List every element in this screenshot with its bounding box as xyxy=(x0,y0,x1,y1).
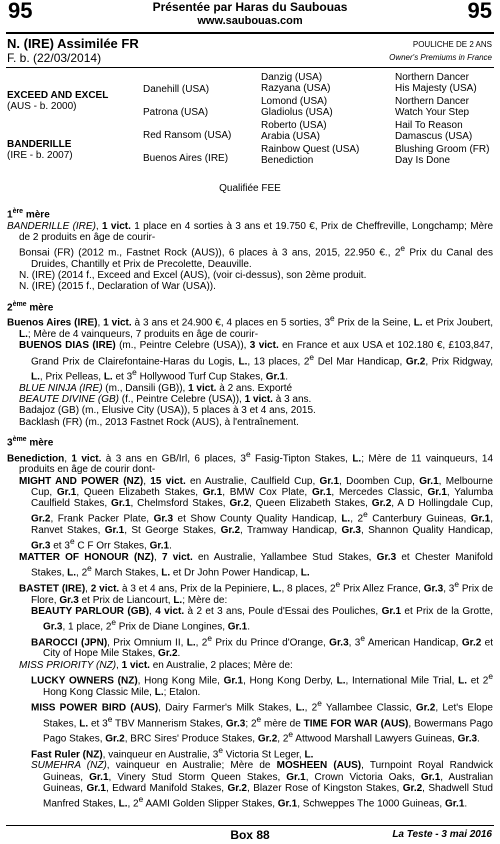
consignor-title: Présentée par Haras du Saubouas xyxy=(152,0,348,14)
consignor-website[interactable]: www.saubouas.com xyxy=(197,15,303,27)
owner-premiums: Owner's Premiums in France xyxy=(389,53,492,62)
ped-g3-4: Gladiolus (USA) xyxy=(261,107,333,118)
ped-g4-6: Damascus (USA) xyxy=(395,131,473,142)
second-dam-text: Buenos Aires (IRE), 1 vict. à 3 ans et 24.900 €, 4 places en 5 sorties, 3e Prix de la Seine, L. et Prix Joubert, L.; Mère de 4 vainqueurs, 7 produits en âge de courir- xyxy=(7,313,493,340)
first-dam-text: BANDERILLE (IRE), 1 vict. 1 place en 4 sorties à 3 ans et 19.750 €, Prix de Cheffreville, Longchamp; Mère de 2 produits en âge de courir- xyxy=(7,220,494,243)
ped-g4-8: Day Is Done xyxy=(395,155,451,166)
ped-g3-1: Danzig (USA) xyxy=(261,72,323,83)
section-first-dam: 1ère mère xyxy=(7,208,50,221)
sale-date: La Teste - 3 mai 2016 xyxy=(392,829,492,840)
footer-rule xyxy=(6,825,494,826)
ped-g4-4: Watch Your Step xyxy=(395,107,470,118)
family-notes: 1ère mère BANDERILLE (IRE), 1 vict. 1 place en 4 sorties à 3 ans et 19.750 €, Prix de Cheffreville, Longchamp; Mère de 2 produits en âge de courir- Bonsai (FR) (2012 m., Fastnet Rock (AUS)), 6 places à 3 ans, 2015, 22.950 €., 2e Prix du Canal des Druides, Chantilly et Prix de Precolette, Deauville. N. (IRE) (2014 f., Exceed and Excel (AUS), (voir ci-dessus), son 2ème produit. N. (IRE) (2015 f., Declaration of War (USA)). 2ème mère Buenos Aires (IRE), 1 vict. à 3 ans et 24.900 €, 4 places en 5 sorties, 3e Prix de la Seine, L. et Prix Joubert, L.; Mère de 4 vainqueurs, 7 produits en âge de courir- BUENOS DIAS (IRE) (m., Peintre Celebre (USA)), 3 vict. en France et aux USA et 102.180 €, £103,847, Grand Prix de Clairefontaine-Haras du Logis, L., 13 places, 2e Del Mar Handicap, Gr.2, Prix Ridgway, L., Prix Pelleas, L. et 3e Hollywood Turf Cup Stakes, Gr.1. BLUE NINJA (IRE) (m., Dansili (GB)), 1 vict. à 2 ans. Exporté BEAUTE DIVINE (GB) (f., Peintre Celebre (USA)), 1 vict. à 3 ans. Badajoz (GB) (m., Elusive City (USA)), 5 places à 3 et 4 ans, 2015. Backlash (FR) (m., 2013 Fastnet Rock (AUS), à l'entraînement. 3ème mère Benediction, 1 vict. à 3 ans en GB/Irl, 6 places, 3e Fasig-Tipton Stakes, L.; Mère de 11 vainqueurs, 14 produits en âge de courir dont- MIGHT AND POWER (NZ), 15 vict. en Australie, Caulfield Cup, Gr.1, Doomben Cup, Gr.1, Melbourne Cup, Gr.1, Queen Elizabeth Stakes, Gr.1, BMW Cox Plate, Gr.1, Mercedes Classic, Gr.1, Yalumba Caulfield Stakes, Gr.1, Chelmsford Stakes, Gr.2, Queen Elizabeth Stakes, Gr.2, A D Hollingdale Cup, Gr.2, Frank Packer Plate, Gr.3 et Show County Quality Handicap, L., 2e Canterbury Guineas, Gr.1, Ranvet Stakes, Gr.1, St George Stakes, Gr.2, Tramway Handicap, Gr.3, Shannon Quality Handicap, Gr.3 et 3e C F Orr Stakes, Gr.1. MATTER OF HONOUR (NZ), 7 vict. en Australie, Yallambee Stud Stakes, Gr.3 et Chester Manifold Stakes, L., 2e March Stakes, L. et Dr John Power Handicap, L. BASTET (IRE), 2 vict. à 3 et 4 ans, Prix de la Pepiniere, L., 8 places, 2e Prix Allez France, Gr.3, 3e Prix de Flore, Gr.3 et Prix de Liancourt, L.; Mère de: BEAUTY PARLOUR (GB), 4 vict. à 2 et 3 ans, Poule d'Essai des Pouliches, Gr.1 et Prix de la Grotte, Gr.3, 1 place, 2e Prix de Diane Longines, Gr.1. BAROCCI (JPN), Prix Omnium II, L., 2e Prix du Prince d'Orange, Gr.3, 3e American Handicap, Gr.2 et City of Hope Mile Stakes, Gr.2. MISS PRIORITY (NZ), 1 vict. en Australie, 2 places; Mère de: LUCKY OWNERS (NZ), Hong Kong Mile, Gr.1, Hong Kong Derby, L., International Mile Trial, L. et 2e Hong Kong Classic Mile, L.; Etalon. MISS POWER BIRD (AUS), Dairy Farmer's Milk Stakes, L., 2e Yallambee Classic, Gr.2, Let's Elope Stakes, L. et 3e TBV Mannerism Stakes, Gr.3; 2e mère de TIME FOR WAR (AUS), Bowermans Pago Pago Stakes, Gr.2, BRC Sires' Produce Stakes, Gr.2, 2e Attwood Marshall Lawyers Guineas, Gr.3. Fast Ruler (NZ), vainqueur en Australie, 3e Victoria St Leger, L. SUMEHRA (NZ), vainqueur en Australie; Mère de MOSHEEN (AUS), Turnpoint Royal Randwick Guineas, Gr.1, Vinery Stud Storm Queen Stakes, Gr.1, Crown Victoria Oaks, Gr.1, Australian Guineas, Gr.1, Edward Manifold Stakes, Gr.2, Blazer Rose of Kingston Stakes, Gr.2, Shadwell Stud Manfred Stakes, L., 2e AAMI Golden Slipper Stakes, Gr.1, Schweppes The 1000 Guineas, Gr.1. xyxy=(7,208,494,810)
dam-info: (IRE - b. 2007) xyxy=(7,150,73,161)
box-number: Box 88 xyxy=(230,828,270,842)
ped-g4-2: His Majesty (USA) xyxy=(395,83,477,94)
ped-g3-2: Razyana (USA) xyxy=(261,83,331,94)
ped-g4-5: Hail To Reason xyxy=(395,120,463,131)
lot-number-left: 95 xyxy=(8,0,33,23)
lot-number-right: 95 xyxy=(467,0,492,23)
ped-g4-1: Northern Dancer xyxy=(395,72,469,83)
ped-g2-3: Red Ransom (USA) xyxy=(143,130,232,141)
ped-g3-3: Lomond (USA) xyxy=(261,96,328,107)
pedigree-table xyxy=(7,72,497,176)
ped-g4-3: Northern Dancer xyxy=(395,96,469,107)
ped-g3-5: Roberto (USA) xyxy=(261,120,327,131)
header-rule xyxy=(6,32,494,34)
ped-g4-7: Blushing Groom (FR) xyxy=(395,144,490,155)
pedigree-rule xyxy=(6,67,494,68)
section-second-dam: 2ème mère xyxy=(7,300,54,314)
sire-name: EXCEED AND EXCEL xyxy=(7,90,109,101)
ped-g2-4: Buenos Aires (IRE) xyxy=(143,153,229,164)
ped-g2-1: Danehill (USA) xyxy=(143,84,210,95)
qualification: Qualifiée FEE xyxy=(219,183,281,194)
third-dam-text: Benediction, 1 vict. à 3 ans en GB/Irl, 6 places, 3e Fasig-Tipton Stakes, L.; Mère de 11 vainqueurs, 14 produits en âge de courir dont- xyxy=(7,448,494,476)
horse-category: POULICHE DE 2 ANS xyxy=(412,40,492,49)
horse-name: N. (IRE) Assimilée FR xyxy=(7,36,139,51)
ped-g2-2: Patrona (USA) xyxy=(143,107,209,118)
section-third-dam: 3ème mère xyxy=(7,436,54,449)
horse-description: F. b. (22/03/2014) xyxy=(7,51,102,65)
ped-g3-6: Arabia (USA) xyxy=(261,131,320,142)
dam-name: BANDERILLE xyxy=(7,139,72,150)
ped-g3-7: Rainbow Quest (USA) xyxy=(261,144,360,155)
sire-info: (AUS - b. 2000) xyxy=(7,101,77,112)
ped-g3-8: Benediction xyxy=(261,155,314,166)
page-header xyxy=(0,0,500,30)
